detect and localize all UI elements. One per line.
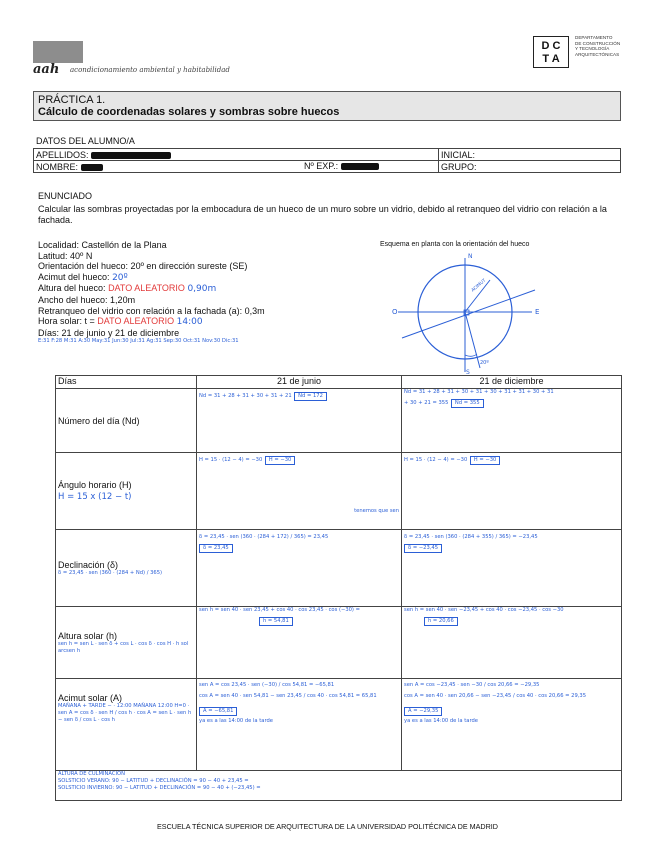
student-heading: DATOS DEL ALUMNO/A: [36, 136, 135, 146]
junio-cell: [197, 453, 402, 530]
dic-cell: [402, 530, 622, 607]
dept-line: Y TECNOLOGÍA: [575, 46, 610, 52]
label-o: O: [392, 308, 398, 316]
acimut-handwritten: 20º: [112, 272, 128, 283]
enunciado-heading: ENUNCIADO: [38, 191, 93, 201]
hora-handwritten: 14:00: [176, 317, 203, 328]
orientation-diagram: [380, 250, 580, 375]
result-box: H = −30: [265, 456, 296, 465]
nexp-field: [304, 161, 379, 171]
result-box: δ = −23,45: [404, 544, 442, 553]
row-label: Acimut solar (A): [58, 693, 123, 703]
angle-arc: [465, 354, 477, 356]
inicial-cell: [439, 149, 621, 161]
junio-cell: [197, 679, 402, 771]
redacted-surname: [91, 152, 171, 159]
dcta-line-2: T A: [542, 53, 560, 65]
student-table: [33, 148, 621, 173]
localidad: Localidad: Castellón de la Plana: [38, 240, 167, 250]
row-h: [56, 453, 622, 530]
hw-line: Nd = 31 + 28 + 31 + 30 + 31 + 30 + 31 + 31 + 30 + 31: [404, 389, 554, 395]
apellidos-cell: [34, 149, 439, 161]
hw-line: sen h = sen 40 · sen −23,45 + cos 40 · cos −23,45 · cos −30: [404, 607, 564, 613]
latitud: Latitud: 40º N: [38, 250, 93, 261]
hw-line: SOLSTICIO INVIERNO: 90 − LATITUD + DECLINACIÓN = 90 − 40 + (−23,45) =: [58, 785, 261, 791]
retranqueo: Retranqueo del vidrio con relación a la fachada (a): 0,3m: [38, 305, 265, 316]
row-label: Declinación (δ): [58, 559, 119, 570]
dic-cell: [402, 679, 622, 771]
label-n: N: [468, 253, 473, 260]
label-cell: [56, 453, 197, 530]
label-e: E: [535, 308, 540, 316]
dic-cell: [402, 389, 622, 453]
logo-tagline: acondicionamiento ambiental y habitabilidad: [70, 66, 230, 74]
result-box: H = −30: [470, 456, 501, 465]
hw-line: H = 15 · (12 − 4) = −30: [404, 457, 468, 463]
normal-line: [465, 312, 480, 368]
grupo-cell: [439, 161, 621, 173]
inicial-label: INICIAL:: [441, 149, 476, 160]
orientacion: Orientación del hueco: 20º en dirección sureste (SE): [38, 261, 248, 272]
junio-cell: [197, 607, 402, 679]
hw-note: tenemos que sen: [354, 508, 399, 514]
altura-label: Altura del hueco:: [38, 283, 106, 294]
result-box: Nd = 355: [451, 399, 484, 408]
hw-line: sen A = cos −23,45 · sen −30 / cos 20,66 = −29,35: [404, 682, 540, 688]
hw-line: SOLSTICIO VERANO: 90 − LATITUD + DECLINACIÓN = 90 − 40 + 23,45 =: [58, 778, 249, 784]
hw-line: δ = 23,45 · sen (360 · (284 + 355) / 365) = −23,45: [404, 534, 538, 540]
hw-line: cos A = sen 40 · sen 54,81 − sen 23,45 / cos 40 · cos 54,81 = 65,81: [199, 693, 377, 699]
redacted-name: [81, 164, 103, 171]
header-junio: 21 de junio: [197, 376, 402, 389]
logo-text: aah: [33, 62, 60, 77]
label-cell: [56, 679, 197, 771]
row-acimut: [56, 679, 622, 771]
label-acimut: ACIMUT: [470, 278, 488, 294]
altura-handwritten: 0,90m: [187, 284, 217, 295]
problem-data: [38, 240, 265, 345]
hw-formula: sen h = sen L · sen δ + cos L · cos δ · cos H · h sol arcsen h: [58, 640, 189, 654]
hw-formula: δ = 23,45 · sen (360 · (284 + Nd) / 365): [58, 569, 163, 576]
dic-cell: [402, 453, 622, 530]
apellidos-label: APELLIDOS:: [36, 149, 89, 160]
label-cell: [56, 607, 197, 679]
hw-line: H = 15 · (12 − 4) = −30: [199, 457, 263, 463]
dept-line: DEPARTAMENTO: [575, 35, 613, 40]
hora-label: Hora solar: t =: [38, 316, 95, 327]
junio-cell: [197, 389, 402, 453]
nombre-cell: [34, 161, 439, 173]
redacted-nexp: [341, 163, 379, 170]
grupo-label: GRUPO:: [441, 161, 477, 172]
row-altura: [56, 607, 622, 679]
dic-cell: [402, 607, 622, 679]
dept-line: ARQUITECTÓNICAS: [575, 51, 620, 57]
label-cell: [56, 389, 197, 453]
hora-row: [38, 316, 265, 328]
footer: ESCUELA TÉCNICA SUPERIOR DE ARQUITECTURA DE LA UNIVERSIDAD POLITÉCNICA DE MADRID: [157, 822, 498, 831]
dept-line: DE CONSTRUCCIÓN: [575, 40, 621, 46]
hw-line: δ = 23,45 · sen (360 · (284 + 172) / 365) = 23,45: [199, 534, 329, 540]
hw-note: ya es a las 14:00 de la tarde: [404, 718, 478, 724]
hw-line: sen h = sen 40 · sen 23,45 + cos 40 · cos 23,45 · cos (−30) =: [199, 607, 360, 613]
hw-line: + 30 + 21 = 355: [404, 400, 449, 406]
label-20: 20º: [480, 360, 489, 366]
months-handwritten: E:31 F:28 M:31 A:30 May:31 Jun:30 Jul:31 Ag:31 Sep:30 Oct:31 Nov:30 Dic:31: [38, 338, 239, 345]
acimut-row: [38, 272, 265, 284]
label-s: S: [466, 369, 470, 375]
result-box: h = 20,66: [424, 617, 458, 626]
enunciado-text: Calcular las sombras proyectadas por la embocadura de un hueco de un muro sobre un vidrio, debido al retranqueo del vidrio con relación a la fachada.: [38, 204, 607, 225]
junio-cell: [197, 530, 402, 607]
header-diciembre: 21 de diciembre: [402, 376, 622, 389]
dcta-logo: [533, 36, 569, 68]
hw-line: sen A = cos 23,45 · sen (−30) / cos 54,81 = −65,81: [199, 682, 335, 688]
hw-formula: MAÑANA + TARDE − · 12:00 MAÑANA 12:00 H=0 · sen A = cos δ · sen H / cos h · cos A = sen L · sen h − sen δ / cos L · cos h: [58, 703, 192, 723]
hw-line: ALTURA DE CULMINACIÓN: [58, 771, 125, 777]
row-label: Número del día (Nd): [58, 415, 140, 426]
result-box: A = −29,35: [404, 707, 442, 716]
ancho: Ancho del hueco: 1,20m: [38, 294, 136, 305]
altura-random: DATO ALEATORIO: [108, 283, 185, 294]
results-table: [55, 375, 622, 801]
hora-random: DATO ALEATORIO: [97, 316, 175, 327]
diagram-title: Esquema en planta con la orientación del hueco: [380, 241, 530, 248]
logo-mark: [33, 41, 83, 63]
hw-note: ya es a las 14:00 de la tarde: [199, 718, 273, 724]
dias: Días: 21 de junio y 21 de diciembre: [38, 327, 180, 338]
row-declinacion: [56, 530, 622, 607]
practice-title: Cálculo de coordenadas solares y sombras sobre huecos: [38, 106, 340, 118]
acimut-label: Acimut del hueco:: [38, 271, 110, 282]
row-label: Ángulo horario (H): [58, 480, 132, 490]
row-nd: [56, 389, 622, 453]
nombre-label: NOMBRE:: [36, 161, 79, 172]
result-box: δ = 23,45: [199, 544, 233, 553]
altura-row: [38, 283, 265, 295]
nexp-label: Nº EXP.:: [304, 161, 339, 171]
result-box: A = −65,81: [199, 707, 237, 716]
facade-line: [402, 290, 535, 338]
row-culminacion: [56, 771, 622, 801]
result-box: Nd = 172: [294, 392, 327, 401]
hw-formula: H = 15 x (12 − t): [58, 492, 132, 502]
row-label: Altura solar (h): [58, 630, 118, 641]
title-box: [33, 91, 621, 121]
dcta-line-1: D C: [541, 40, 561, 52]
department-name: [575, 35, 645, 57]
header-dias: Días: [56, 376, 197, 389]
hw-line: Nd = 31 + 28 + 31 + 30 + 31 + 21: [199, 393, 292, 399]
practice-number: PRÁCTICA 1.: [38, 94, 106, 106]
hw-line: cos A = sen 40 · sen 20,66 − sen −23,45 / cos 40 · cos 20,66 = 29,35: [404, 693, 586, 699]
label-cell: [56, 530, 197, 607]
result-box: h = 54,81: [259, 617, 293, 626]
culminacion-cell: [56, 771, 622, 801]
